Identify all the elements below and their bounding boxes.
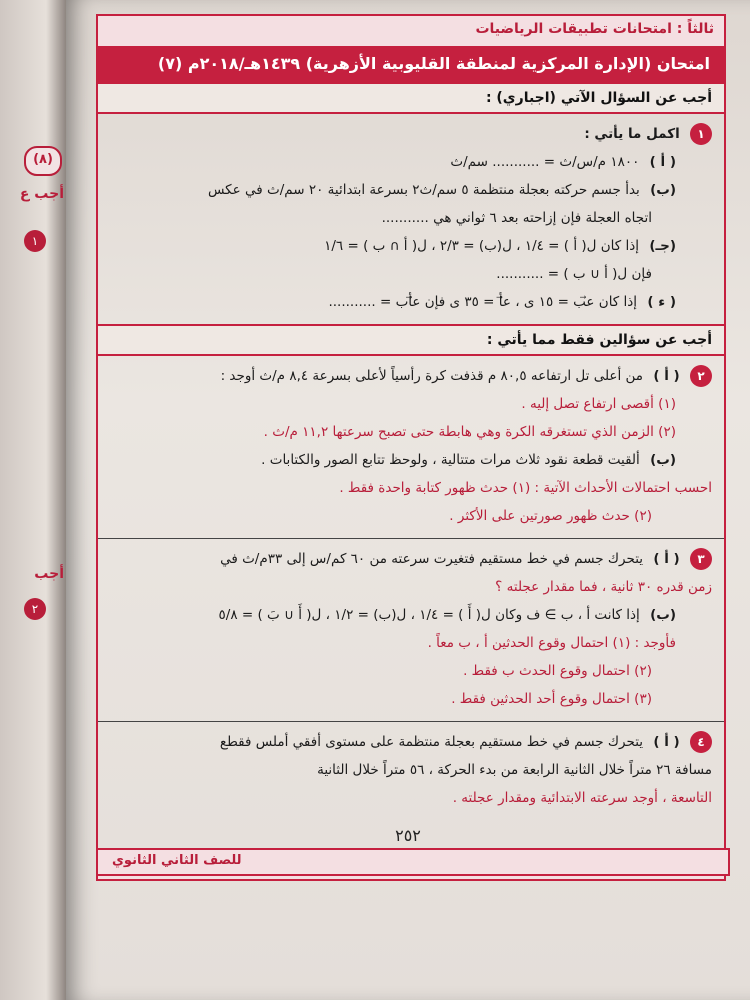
q1-c-text1: إذا كان ل( أ ) = ١/٤ ، ل(ب) = ٢/٣ ، ل( أ ∩ ب ) = ١/٦ (324, 238, 640, 254)
adjacent-page-circle-bottom: ٢ (24, 598, 46, 620)
question-4 (98, 721, 724, 820)
adjacent-page (0, 0, 66, 1000)
q4-a-label: ( أ ) (653, 734, 680, 750)
exam-title-bar (96, 46, 726, 84)
q2-a-text: من أعلى تل ارتفاعه ٨٠,٥ م قذفت كرة رأسياً لأعلى بسرعة ٨,٤ م/ث أوجد : (220, 368, 644, 384)
adjacent-page-fragment-top: أجب ع (19, 186, 64, 202)
section1-header: أجب عن السؤال الآتي (اجباري) : (98, 84, 724, 114)
question-1 (98, 114, 724, 324)
q4-a-text2: مسافة ٢٦ متراً خلال الثانية الرابعة من بدء الحركة ، ٥٦ متراً خلال الثانية (317, 762, 712, 778)
q2-a-item2: (٢) الزمن الذي تستغرقه الكرة وهي هابطة حتى تصبح سرعتها ١١,٢ م/ث . (263, 424, 676, 440)
question-1-number: ١ (690, 123, 712, 145)
q1-a-text: ١٨٠٠ م/س/ث = ........... سم/ث (450, 154, 640, 170)
q1-d-text: إذا كان ع⃗ب = ١٥ ى ، ع⃗أ = ٣٥ ى فإن ع⃗أب = ........... (328, 294, 638, 310)
question-1-title: اكمل ما يأتي : (584, 126, 680, 142)
q3-a-text2: زمن قدره ٣٠ ثانية ، فما مقدار عجلته ؟ (495, 579, 712, 595)
question-4-number: ٤ (690, 731, 712, 753)
q2-a-item1: (١) أقصى ارتفاع تصل إليه . (521, 396, 676, 412)
adjacent-page-circle-top: ١ (24, 230, 46, 252)
q3-a-label: ( أ ) (653, 551, 680, 567)
q2-b-item1: احسب احتمالات الأحداث الآتية : (١) حدث ظهور كتابة واحدة فقط . (339, 480, 712, 496)
page-number: ٢٥٢ (395, 826, 421, 845)
q3-a-text1: يتحرك جسم في خط مستقيم فتغيرت سرعته من ٦٠ كم/س إلى ٣٣م/ث في (220, 551, 644, 567)
q1-b-text2: اتجاه العجلة فإن إزاحته بعد ٦ ثواني هي ........... (381, 210, 652, 226)
question-2 (98, 356, 724, 538)
adjacent-page-badge: (٨) (24, 146, 62, 176)
q3-b-item1: فأوجد : (١) احتمال وقوع الحدثين أ ، ب معاً . (427, 635, 676, 651)
q1-a-label: ( أ ) (649, 154, 676, 170)
q2-a-label: ( أ ) (653, 368, 680, 384)
q1-c-text2: فإن ل( أ ∪ ب ) = ........... (496, 266, 652, 282)
exam-title: (٧) امتحان (الإدارة المركزية لمنطقة القليوبية الأزهرية) ١٤٣٩هـ/٢٠١٨م (157, 54, 710, 73)
grade-label: للصف الثاني الثانوي (112, 853, 242, 868)
q2-b-text: ألقيت قطعة نقود ثلاث مرات متتالية ، ولوحظ تتابع الصور والكتابات . (261, 452, 640, 468)
q4-a-text1: يتحرك جسم في خط مستقيم بعجلة منتظمة على مستوى أفقي أملس فقطع (219, 734, 644, 750)
q4-a-text3: التاسعة ، أوجد سرعته الابتدائية ومقدار عجلته . (452, 790, 712, 806)
question-3-number: ٣ (690, 548, 712, 570)
q1-b-label: (ب) (650, 182, 676, 198)
page-content (96, 14, 726, 881)
chapter-title: ثالثاً : امتحانات تطبيقات الرياضيات (475, 21, 714, 37)
textbook-page (66, 0, 750, 1000)
question-3 (98, 538, 724, 721)
adjacent-page-fragment-bottom: أجب (34, 566, 64, 582)
q3-b-label: (ب) (650, 607, 676, 623)
grade-bar (96, 848, 730, 876)
q3-b-item3: (٣) احتمال وقوع أحد الحدثين فقط . (451, 691, 652, 707)
question-2-number: ٢ (690, 365, 712, 387)
q3-b-text: إذا كانت أ ، ب ∋ ف وكان ل( أَ ) = ١/٤ ، ل(ب) = ١/٢ ، ل( أَ ∪ بَ ) = ٥/٨ (218, 607, 640, 623)
q1-c-label: (جـ) (649, 238, 676, 254)
chapter-bar (96, 14, 726, 46)
section2-header: أجب عن سؤالين فقط مما يأتي : (98, 324, 724, 356)
q1-b-text1: بدأ جسم حركته بعجلة منتظمة ٥ سم/ث٢ بسرعة ابتدائية ٢٠ سم/ث في عكس (207, 182, 640, 198)
q2-b-label: (ب) (650, 452, 676, 468)
exam-frame (96, 84, 726, 881)
q3-b-item2: (٢) احتمال وقوع الحدث ب فقط . (463, 663, 652, 679)
q2-b-item2: (٢) حدث ظهور صورتين على الأكثر . (449, 508, 652, 524)
q1-d-label: ( ء ) (647, 294, 676, 310)
